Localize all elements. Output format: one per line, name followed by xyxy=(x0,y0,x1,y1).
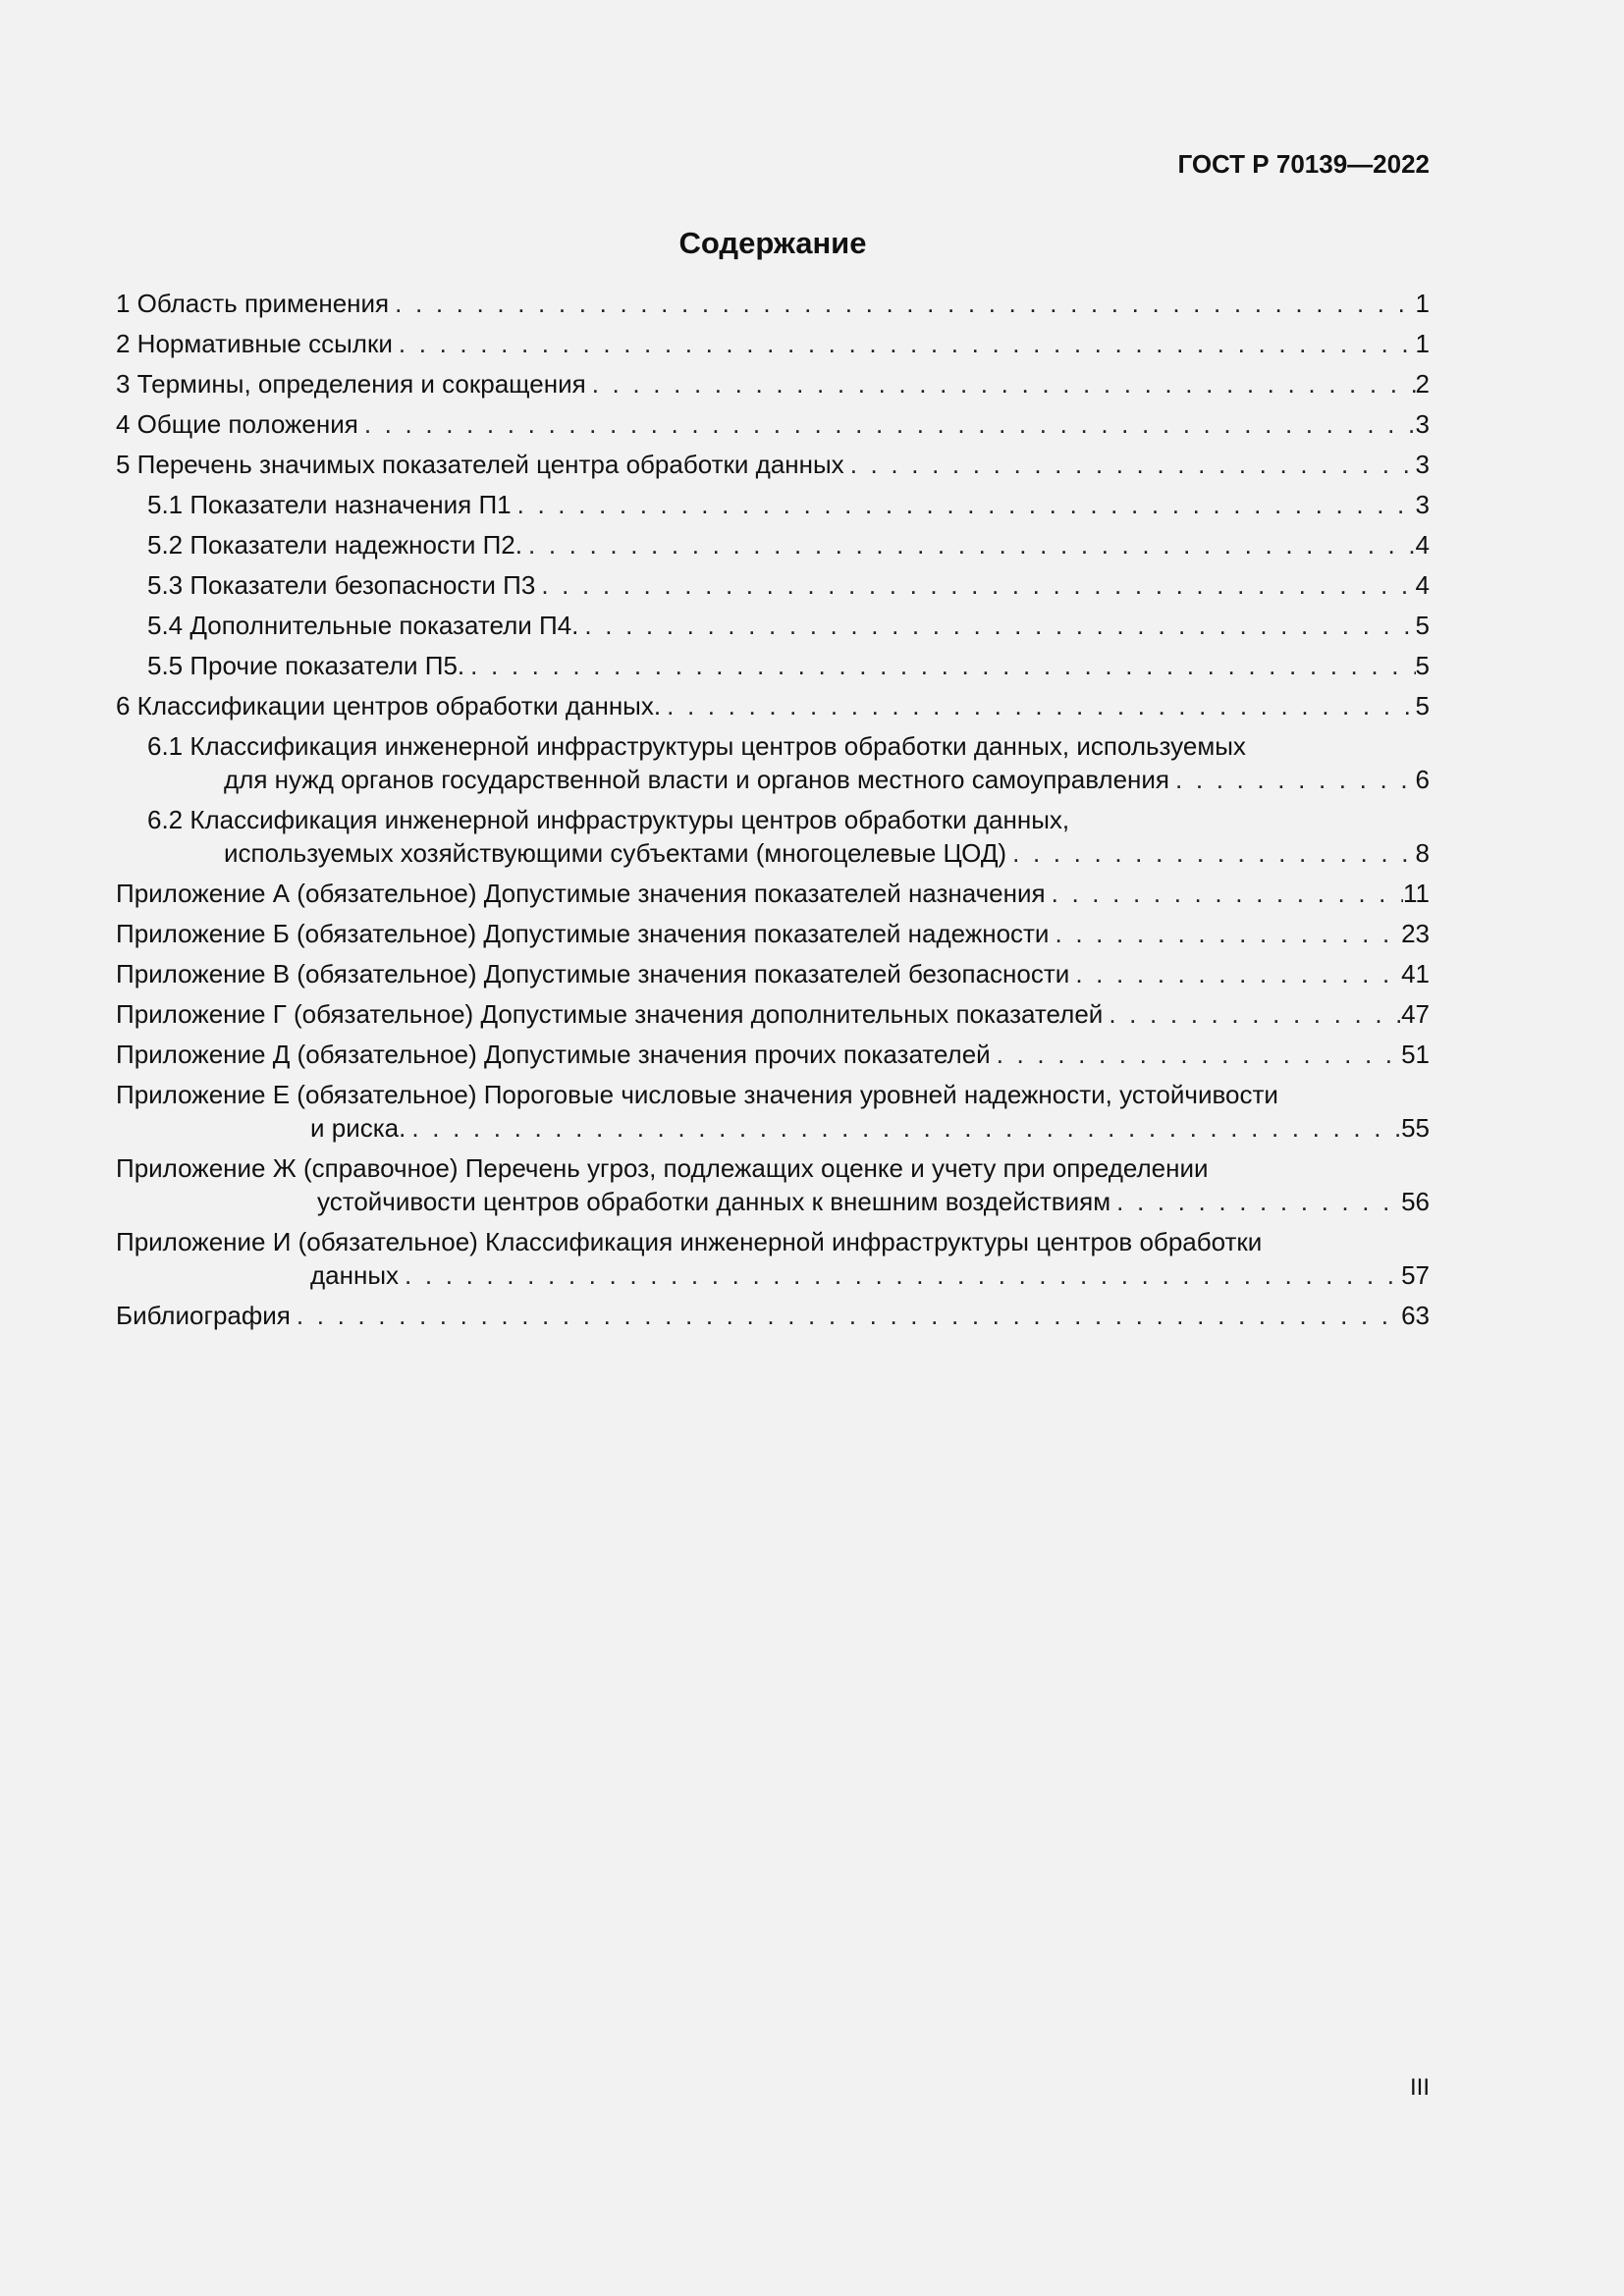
toc-entry-3[interactable] xyxy=(116,367,1430,400)
toc-entry-appendix-e[interactable] xyxy=(116,1078,1430,1145)
dot-leader xyxy=(1046,877,1403,910)
toc-entry-text: 5.5 Прочие показатели П5. xyxy=(147,651,465,680)
toc-page-number: 6 xyxy=(1415,765,1430,794)
toc-entry-text-line2: для нужд органов государственной власти и органов местного самоуправления xyxy=(224,765,1170,794)
dot-leader xyxy=(661,689,1415,722)
dot-leader xyxy=(358,407,1416,441)
toc-entry-5-5[interactable] xyxy=(116,649,1430,682)
toc-entry-text: 2 Нормативные ссылки xyxy=(116,329,393,358)
toc-entry-text-line2: данных xyxy=(310,1260,400,1290)
toc-entry-text-line2: используемых хозяйствующими субъектами (многоцелевые ЦОД) xyxy=(224,838,1007,868)
dot-leader xyxy=(844,448,1416,481)
toc-entry-text: Приложение Г (обязательное) Допустимые значения дополнительных показателей xyxy=(116,999,1104,1029)
toc-entry-text: Приложение Б (обязательное) Допустимые значения показателей надежности xyxy=(116,919,1050,948)
toc-entry-text-line1: 6.1 Классификация инженерной инфраструктуры центров обработки данных, используемых xyxy=(147,731,1246,761)
toc-entry-appendix-b[interactable] xyxy=(116,917,1430,950)
toc-entry-1[interactable] xyxy=(116,287,1430,320)
toc-entry-text: 4 Общие положения xyxy=(116,409,358,439)
toc-entry-text: Приложение Д (обязательное) Допустимые значения прочих показателей xyxy=(116,1040,991,1069)
dot-leader xyxy=(1169,763,1416,796)
toc-entry-text: Приложение В (обязательное) Допустимые значения показателей безопасности xyxy=(116,959,1070,988)
toc-entry-5-1[interactable] xyxy=(116,488,1430,521)
toc-page-number: 5 xyxy=(1415,691,1430,721)
toc-page-number: 1 xyxy=(1415,329,1430,358)
toc-page-number: 51 xyxy=(1401,1040,1430,1069)
toc-entry-text: Библиография xyxy=(116,1301,291,1330)
toc-entry-text: 5.4 Дополнительные показатели П4. xyxy=(147,611,579,640)
toc-entry-6-1[interactable] xyxy=(116,729,1430,796)
dot-leader xyxy=(399,1258,1401,1292)
toc-page-number: 3 xyxy=(1415,450,1430,479)
toc-page-number: 3 xyxy=(1415,490,1430,519)
toc-page-number: 55 xyxy=(1401,1113,1430,1143)
toc-entry-6[interactable] xyxy=(116,689,1430,722)
toc-entry-text: 5.2 Показатели надежности П2. xyxy=(147,530,522,560)
toc-entry-6-2[interactable] xyxy=(116,803,1430,870)
toc-entry-text: 5.3 Показатели безопасности П3 xyxy=(147,570,536,600)
dot-leader xyxy=(406,1111,1401,1145)
dot-leader xyxy=(535,568,1415,602)
toc-entry-appendix-v[interactable] xyxy=(116,957,1430,990)
dot-leader xyxy=(578,609,1415,642)
dot-leader xyxy=(1110,1185,1401,1218)
dot-leader xyxy=(389,287,1415,320)
toc-entry-4[interactable] xyxy=(116,407,1430,441)
toc-entry-text-line2: и риска. xyxy=(310,1113,406,1143)
toc-page-number: 8 xyxy=(1415,838,1430,868)
document-header-code: ГОСТ Р 70139—2022 xyxy=(1177,149,1430,179)
toc-entry-appendix-d[interactable] xyxy=(116,1038,1430,1071)
toc-page-number: 56 xyxy=(1401,1187,1430,1216)
toc-page-number: 5 xyxy=(1415,651,1430,680)
toc-page-number: 4 xyxy=(1415,570,1430,600)
dot-leader xyxy=(1049,917,1401,950)
toc-entry-appendix-zh[interactable] xyxy=(116,1151,1430,1218)
toc-entry-appendix-g[interactable] xyxy=(116,997,1430,1031)
dot-leader xyxy=(464,649,1415,682)
toc-page-number: 57 xyxy=(1401,1260,1430,1290)
dot-leader xyxy=(522,528,1416,561)
toc-entry-text-line1: Приложение И (обязательное) Классификация инженерной инфраструктуры центров обработки xyxy=(116,1227,1263,1256)
toc-page-number: 63 xyxy=(1401,1301,1430,1330)
toc-entry-5[interactable] xyxy=(116,448,1430,481)
dot-leader xyxy=(291,1299,1401,1332)
toc-entry-text: 1 Область применения xyxy=(116,289,390,318)
toc-page-number: 11 xyxy=(1403,879,1430,908)
toc-page-number: 23 xyxy=(1401,919,1430,948)
toc-entry-5-2[interactable] xyxy=(116,528,1430,561)
dot-leader xyxy=(991,1038,1401,1071)
page-number: III xyxy=(1409,2074,1430,2101)
toc-entry-text-line2: устойчивости центров обработки данных к внешним воздействиям xyxy=(317,1187,1111,1216)
toc-page-number: 1 xyxy=(1415,289,1430,318)
toc-entry-text-line1: Приложение Ж (справочное) Перечень угроз, подлежащих оценке и учету при определении xyxy=(116,1153,1209,1183)
toc-entry-text-line1: 6.2 Классификация инженерной инфраструктуры центров обработки данных, xyxy=(147,805,1070,834)
dot-leader xyxy=(586,367,1416,400)
toc-page-number: 5 xyxy=(1415,611,1430,640)
dot-leader xyxy=(1069,957,1401,990)
table-of-contents xyxy=(116,287,1430,1339)
dot-leader xyxy=(1103,997,1401,1031)
toc-page-number: 2 xyxy=(1415,369,1430,399)
toc-entry-text: 6 Классификации центров обработки данных. xyxy=(116,691,662,721)
toc-page-number: 41 xyxy=(1401,959,1430,988)
toc-entry-text: 3 Термины, определения и сокращения xyxy=(116,369,586,399)
toc-page-number: 3 xyxy=(1415,409,1430,439)
toc-page-number: 47 xyxy=(1401,999,1430,1029)
dot-leader xyxy=(1006,836,1415,870)
toc-title: Содержание xyxy=(678,226,867,260)
toc-entry-appendix-a[interactable] xyxy=(116,877,1430,910)
toc-entry-5-3[interactable] xyxy=(116,568,1430,602)
toc-entry-appendix-i[interactable] xyxy=(116,1225,1430,1292)
toc-page-number: 4 xyxy=(1415,530,1430,560)
toc-entry-text-line1: Приложение Е (обязательное) Пороговые числовые значения уровней надежности, устойчивости xyxy=(116,1080,1278,1109)
dot-leader xyxy=(393,327,1416,360)
toc-entry-bibliography[interactable] xyxy=(116,1299,1430,1332)
toc-entry-5-4[interactable] xyxy=(116,609,1430,642)
toc-entry-text: 5 Перечень значимых показателей центра обработки данных xyxy=(116,450,844,479)
toc-entry-text: Приложение А (обязательное) Допустимые значения показателей назначения xyxy=(116,879,1046,908)
dot-leader xyxy=(512,488,1416,521)
toc-entry-2[interactable] xyxy=(116,327,1430,360)
toc-entry-text: 5.1 Показатели назначения П1 xyxy=(147,490,512,519)
